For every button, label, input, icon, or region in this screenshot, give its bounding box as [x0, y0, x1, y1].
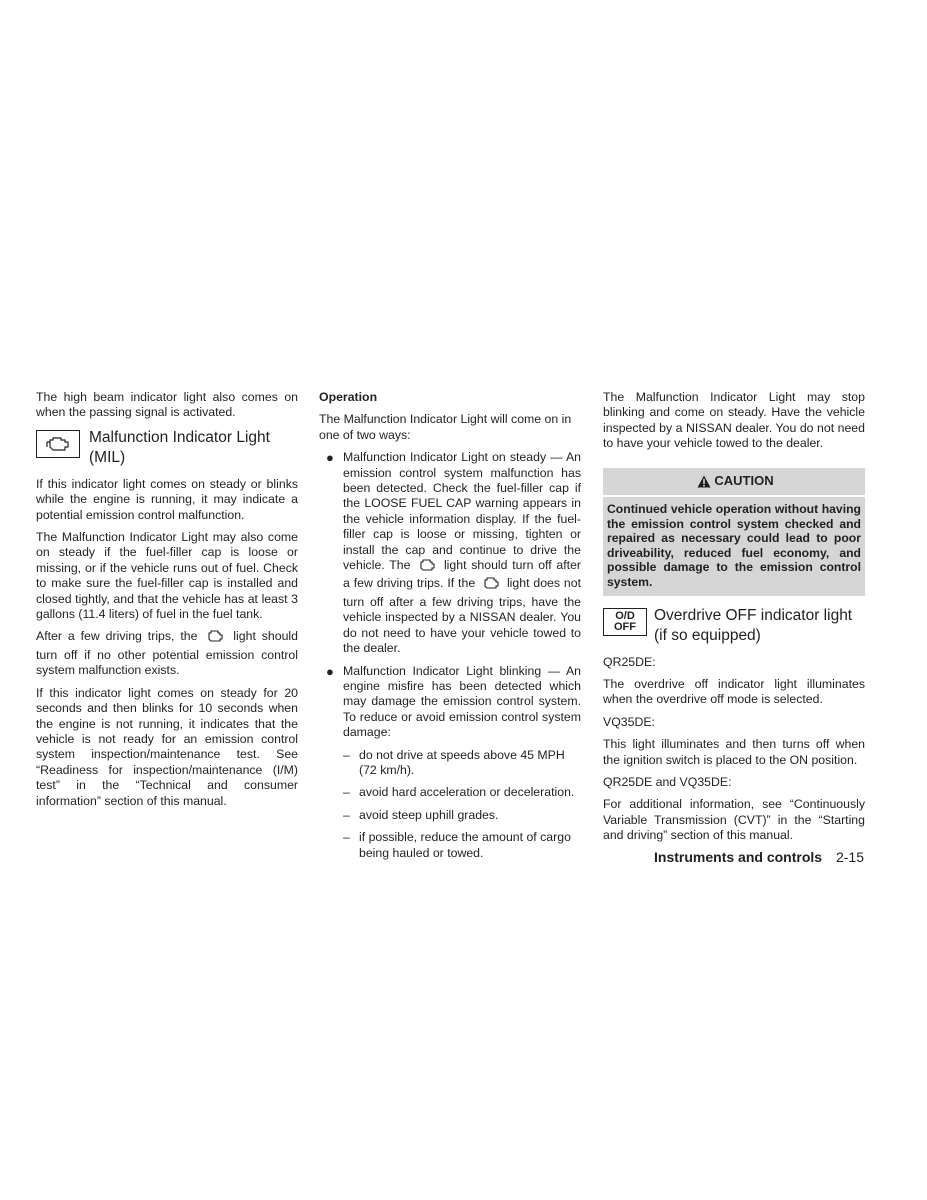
- high-beam-paragraph: The high beam indicator light also comes on when the passing signal is activated.: [36, 390, 298, 420]
- engine-check-icon: [418, 558, 436, 576]
- list-item: – avoid steep uphill grades.: [343, 807, 499, 822]
- left-column: [36, 390, 298, 816]
- overdrive-off-icon: O/D OFF: [603, 608, 647, 636]
- blinking-paragraph: The Malfunction Indicator Light may stop blinking and come on steady. Have the vehicle inspected by a NISSAN dealer. You do not need to have your vehicle towed to the dealer.: [603, 390, 865, 451]
- bullet-mark: ●: [326, 663, 334, 679]
- bullet-mark: ●: [326, 450, 334, 466]
- overdrive-heading-row: [603, 606, 865, 646]
- warning-triangle-icon: [697, 475, 711, 491]
- caution-text: Continued vehicle operation without having the emission control system checked and repaired as necessary could lead to poor driveability, reduced fuel economy, and possible damage to the emission control system.: [607, 502, 861, 589]
- vq35de-label: VQ35DE:: [603, 714, 655, 729]
- overdrive-heading: Overdrive OFF indicator light (if so equipped): [654, 606, 853, 644]
- mil-paragraph-1: If this indicator light comes on steady or blinks while the engine is running, it may indicate a potential emission control malfunction.: [36, 476, 298, 522]
- caution-box: [603, 468, 865, 596]
- caution-title: CAUTION: [603, 468, 865, 497]
- page-number: 2-15: [835, 849, 864, 865]
- list-item: – if possible, reduce the amount of cargo being hauled or towed.: [343, 830, 571, 860]
- engine-check-icon: [482, 576, 500, 594]
- list-item: – avoid hard acceleration or deceleration.: [343, 785, 575, 800]
- mil-paragraph-3: After a few driving trips, the light should turn off if no other potential emission control system malfunction exists.: [36, 629, 299, 678]
- mil-heading-row: [36, 428, 298, 468]
- engine-check-icon: [36, 430, 80, 458]
- footer-section-title: Instruments and controls: [654, 849, 823, 865]
- both-engines-label: QR25DE and VQ35DE:: [603, 775, 732, 790]
- both-engines-text: For additional information, see “Continuously Variable Transmission (CVT)” in the “Starting and driving” section of this manual.: [603, 797, 865, 843]
- list-item: – do not drive at speeds above 45 MPH (72 km/h).: [343, 747, 565, 777]
- list-item: ● Malfunction Indicator Light blinking — An engine misfire has been detected which may damage the emission control system. To reduce or avoid emission control system damage:: [326, 663, 581, 740]
- qr25de-text: The overdrive off indicator light illuminates when the overdrive off mode is selected.: [603, 677, 865, 707]
- mil-paragraph-2: The Malfunction Indicator Light may also come on steady if the fuel-filler cap is loose or missing, or if the vehicle runs out of fuel. Check to make sure the fuel-filler cap is installed and closed tightly, and that the vehicle has at least 3 gallons (11.4 liters) of fuel in the fuel tank.: [36, 530, 298, 622]
- engine-check-icon: [206, 629, 224, 647]
- mil-heading: Malfunction Indicator Light (MIL): [89, 428, 270, 466]
- right-column: [603, 390, 865, 851]
- vq35de-text: This light illuminates and then turns off when the ignition switch is placed to the ON position.: [603, 737, 865, 767]
- mil-paragraph-4: If this indicator light comes on steady for 20 seconds and then blinks for 10 seconds when the engine is not running, it indicates that the vehicle is not ready for an emission control system inspection/maintenance test. See “Readiness for inspection/maintenance (I/M) test” in the “Technical and consumer information” section of this manual.: [36, 685, 298, 808]
- list-item: ● Malfunction Indicator Light on steady — An emission control system malfunction has been detected. Check the fuel-filler cap if the LOOSE FUEL CAP warning appears in the vehicle information display. If the fuel-filler cap is loose or missing, tighten or install the cap and continue to drive the vehicle. The light should turn off after a few driving trips. If the light does not turn off after a few driving trips, have the vehicle inspected by a NISSAN dealer. You do not need to have your vehicle towed to the dealer.: [326, 450, 582, 656]
- page-footer: [654, 849, 864, 865]
- operation-intro: The Malfunction Indicator Light will come on in one of two ways:: [319, 412, 572, 442]
- middle-column: [319, 390, 581, 868]
- operation-heading: Operation: [319, 390, 378, 404]
- qr25de-label: QR25DE:: [603, 654, 656, 669]
